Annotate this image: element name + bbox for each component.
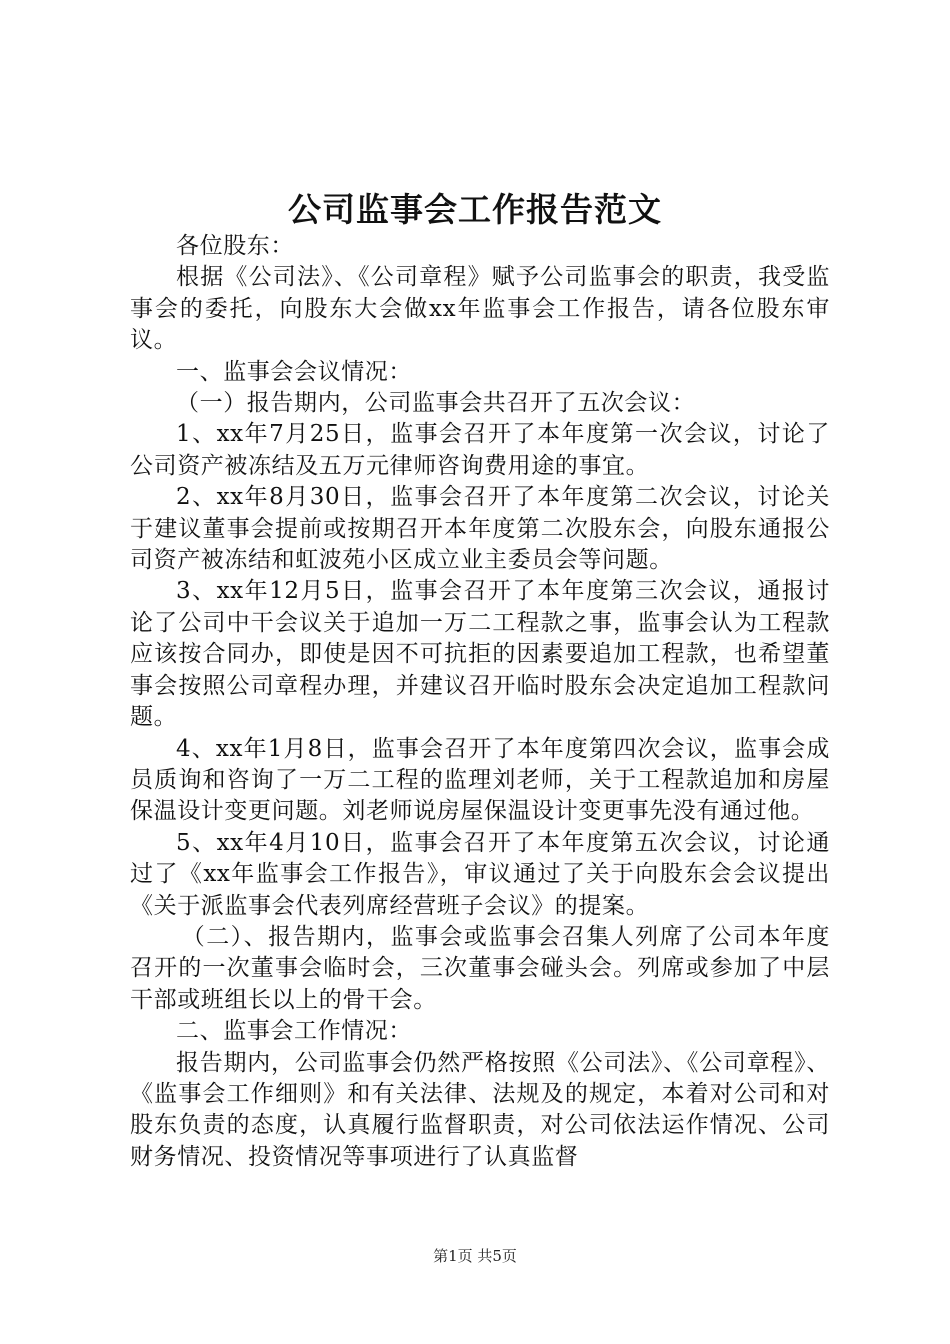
paragraph-salutation: 各位股东： bbox=[176, 233, 294, 259]
paragraph-meeting-2: 2、xx年8月30日，监事会召开了本年度第二次会议，讨论关于建议董事会提前或按期召开本年度第二次股东会，向股东通报公司资产被冻结和虹波苑小区成立业主委员会等问题。 bbox=[130, 484, 830, 574]
paragraph-meeting-4: 4、xx年1月8日，监事会召开了本年度第四次会议，监事会成员质询和咨询了一万二工程的监理刘老师，关于工程款追加和房屋保温设计变更问题。刘老师说房屋保温设计变更事先没有通过他。 bbox=[130, 735, 830, 825]
paragraph-meeting-1: 1、xx年7月25日，监事会召开了本年度第一次会议，讨论了公司资产被冻结及五万元律师咨询费用途的事宜。 bbox=[130, 421, 830, 479]
paragraph-intro: 根据《公司法》、《公司章程》赋予公司监事会的职责，我受监事会的委托，向股东大会做xx年监事会工作报告，请各位股东审议。 bbox=[130, 264, 830, 354]
paragraph-meeting-3: 3、xx年12月5日，监事会召开了本年度第三次会议，通报讨论了公司中干会议关于追加一万二工程款之事，监事会认为工程款应该按合同办，即使是因不可抗拒的因素要追加工程款，也希望董事会按照公司章程办理，并建议召开临时股东会决定追加工程款问题。 bbox=[130, 578, 830, 731]
page-footer: 第1页 共5页 bbox=[433, 1247, 517, 1265]
document-title: 公司监事会工作报告范文 bbox=[288, 190, 662, 229]
subheading-five-meetings: （一）报告期内，公司监事会共召开了五次会议： bbox=[176, 390, 696, 417]
paragraph-work-status: 报告期内，公司监事会仍然严格按照《公司法》、《公司章程》、《监事会工作细则》和有关法律、法规及的规定，本着对公司和对股东负责的态度，认真履行监督职责，对公司依法运作情况、公司财务情况、投资情况等事项进行了认真监督 bbox=[130, 1049, 830, 1170]
heading-meeting-status: 一、监事会会议情况： bbox=[176, 358, 412, 385]
document-body bbox=[130, 231, 830, 1173]
heading-work-status: 二、监事会工作情况： bbox=[176, 1018, 412, 1045]
paragraph-attended-meetings: （二）、报告期内，监事会或监事会召集人列席了公司本年度召开的一次董事会临时会，三次董事会碰头会。列席或参加了中层干部或班组长以上的骨干会。 bbox=[130, 923, 830, 1013]
paragraph-meeting-5: 5、xx年4月10日，监事会召开了本年度第五次会议，讨论通过了《xx年监事会工作报告》，审议通过了关于向股东会会议提出《关于派监事会代表列席经营班子会议》的提案。 bbox=[130, 829, 830, 919]
